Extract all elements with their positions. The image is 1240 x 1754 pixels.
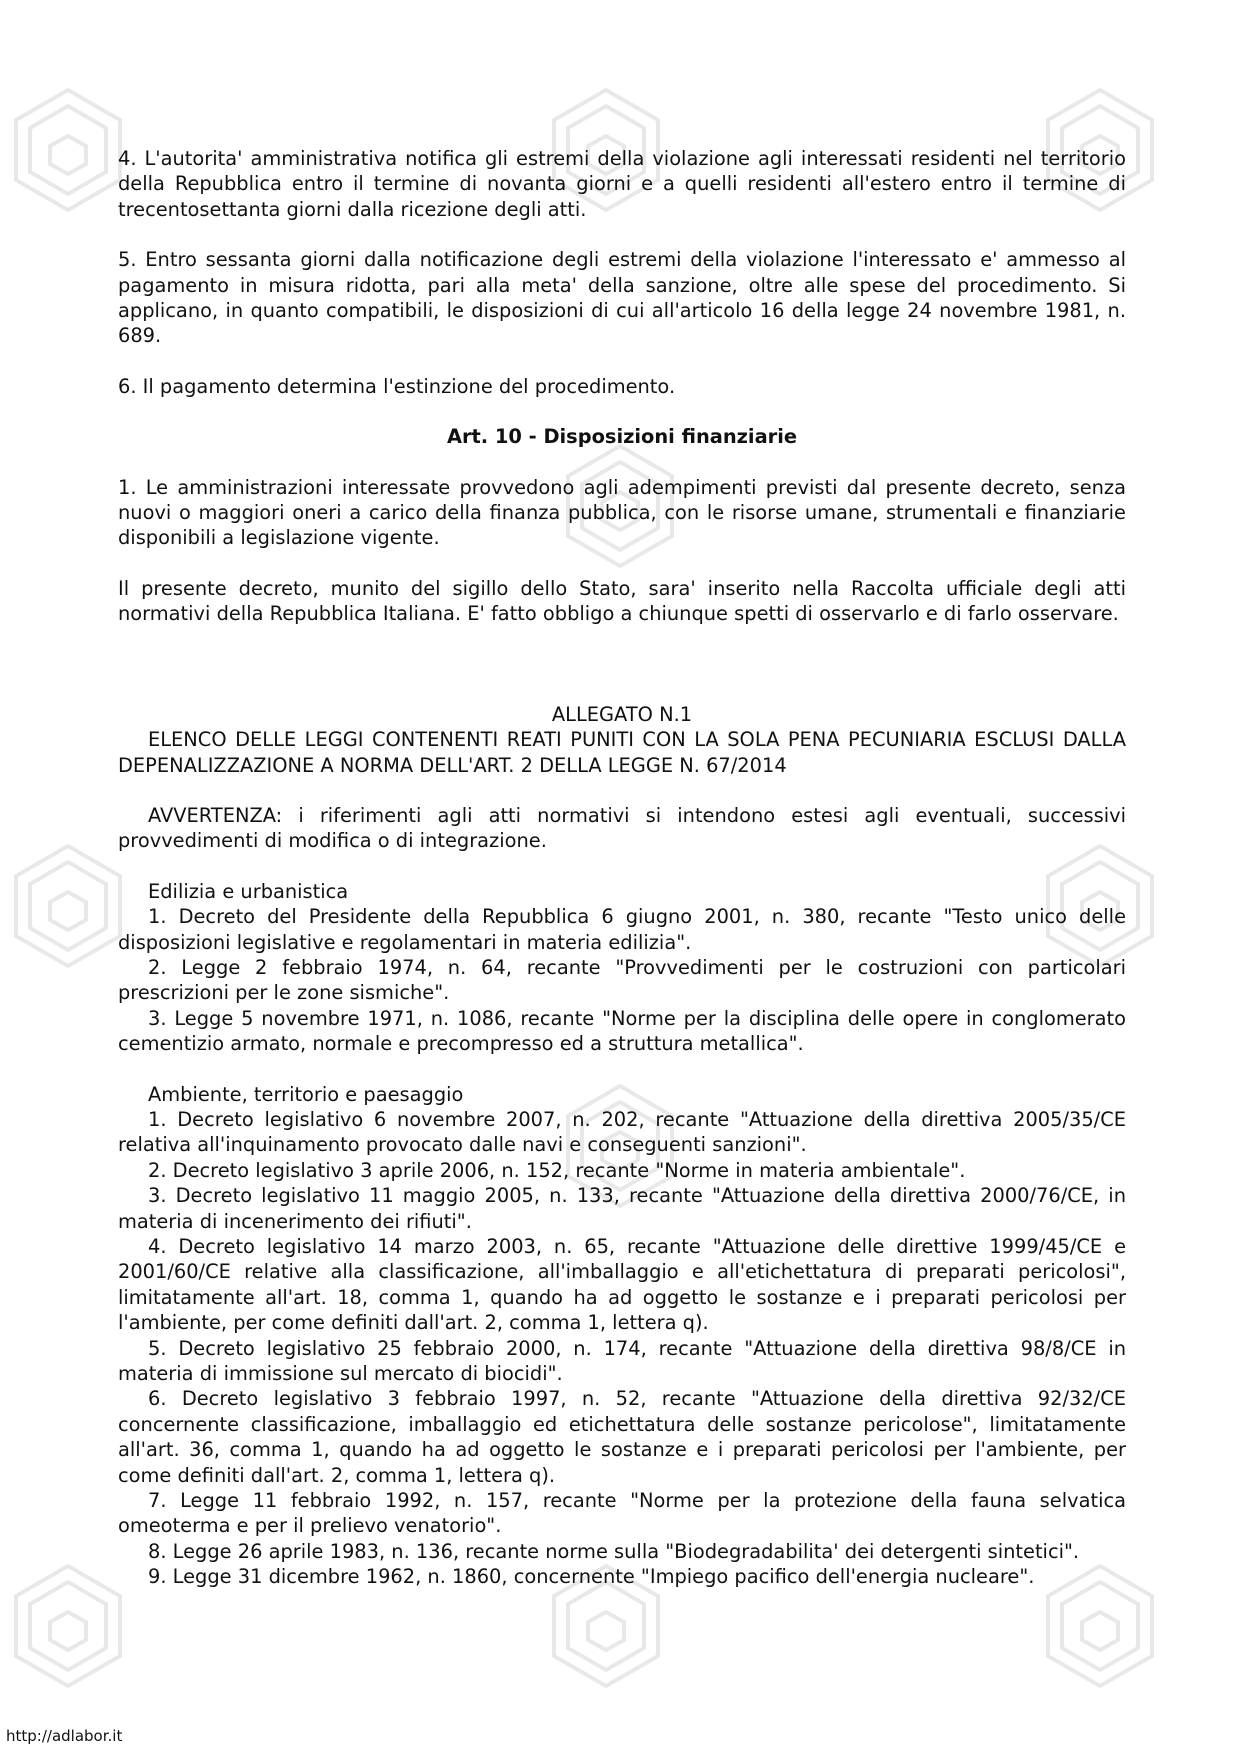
- list-item: 7. Legge 11 febbraio 1992, n. 157, recante "Norme per la protezione della fauna selvatica omeoterma e per il prelievo venatorio".: [118, 1489, 1126, 1538]
- list-item: 1. Decreto del Presidente della Repubblica 6 giugno 2001, n. 380, recante "Testo unico delle disposizioni legislative e regolamentari in materia edilizia".: [118, 905, 1126, 954]
- list-item: 6. Decreto legislativo 3 febbraio 1997, n. 52, recante "Attuazione della direttiva 92/32/CE concernente classificazione, imballaggio ed etichettatura delle sostanze pericolose", limitatamente all'art. 36, comma 1, quando ha ad oggetto le sostanze e i preparati pericolosi per l'ambiente, per come definiti dall'art. 2, comma 1, lettera q).: [118, 1387, 1126, 1487]
- avvertenza-note: AVVERTENZA: i riferimenti agli atti normativi si intendono estesi agli eventuali, successivi provvedimenti di modifica o di integrazione.: [118, 803, 1126, 853]
- document-body: [118, 146, 1126, 1590]
- article-10-heading: Art. 10 - Disposizioni finanziarie: [446, 425, 798, 449]
- adlabor-logo-watermark-icon: [8, 84, 128, 214]
- footer-url: http://adlabor.it: [6, 1727, 123, 1745]
- list-item: 2. Decreto legislativo 3 aprile 2006, n. 152, recante "Norme in materia ambientale".: [148, 1158, 966, 1182]
- article-10-paragraph-1: 1. Le amministrazioni interessate provvedono agli adempimenti previsti dal presente decreto, senza nuovi o maggiori oneri a carico della finanza pubblica, con le risorse umane, strumentali e finanziarie disponibili a legislazione vigente.: [118, 475, 1126, 550]
- paragraph-4: 4. L'autorita' amministrativa notifica gli estremi della violazione agli interessati residenti nel territorio della Repubblica entro il termine di novanta giorni e a quelli residenti all'estero entro il termine di trecentosettanta giorni dalla ricezione degli atti.: [118, 147, 1126, 221]
- section-title: Edilizia e urbanistica: [148, 879, 349, 903]
- list-item: 2. Legge 2 febbraio 1974, n. 64, recante "Provvedimenti per le costruzioni con particolari prescrizioni per le zone sismiche".: [118, 955, 1126, 1005]
- list-item: 8. Legge 26 aprile 1983, n. 136, recante norme sulla "Biodegradabilita' dei detergenti sintetici".: [148, 1539, 1080, 1563]
- adlabor-logo-watermark-icon: [8, 1560, 128, 1690]
- paragraph-5: 5. Entro sessanta giorni dalla notificazione degli estremi della violazione l'interessato e' ammesso al pagamento in misura ridotta, pari alla meta' della sanzione, oltre alle spese del procedimento. Si applicano, in quanto compatibili, le disposizioni di cui all'articolo 16 della legge 24 novembre 1981, n. 689.: [118, 248, 1126, 348]
- list-item: 3. Decreto legislativo 11 maggio 2005, n. 133, recante "Attuazione della direttiva 2000/76/CE, in materia di incenerimento dei rifiuti".: [118, 1184, 1126, 1233]
- adlabor-logo-watermark-icon: [8, 840, 128, 970]
- closing-formula: Il presente decreto, munito del sigillo dello Stato, sara' inserito nella Raccolta ufficiale degli atti normativi della Repubblica Italiana. E' fatto obbligo a chiunque spetti di osservarlo e di farlo osservare.: [118, 576, 1126, 626]
- section-title: Ambiente, territorio e paesaggio: [148, 1082, 464, 1106]
- list-item: 3. Legge 5 novembre 1971, n. 1086, recante "Norme per la disciplina delle opere in conglomerato cementizio armato, normale e precompresso ed a struttura metallica".: [118, 1006, 1126, 1056]
- list-item: 4. Decreto legislativo 14 marzo 2003, n. 65, recante "Attuazione delle direttive 1999/45/CE e 2001/60/CE relative alla classificazione, all'imballaggio e all'etichettatura di preparati pericolosi", limitatamente all'art. 18, comma 1, quando ha ad oggetto le sostanze e i preparati pericolosi per l'ambiente, per come definiti dall'art. 2, comma 1, lettera q).: [118, 1235, 1126, 1335]
- paragraph-6: 6. Il pagamento determina l'estinzione del procedimento.: [118, 374, 676, 398]
- allegato-title: ALLEGATO N.1: [551, 702, 693, 726]
- allegato-subtitle: ELENCO DELLE LEGGI CONTENENTI REATI PUNITI CON LA SOLA PENA PECUNIARIA ESCLUSI DALLA DEPENALIZZAZIONE A NORMA DELL'ART. 2 DELLA LEGGE N. 67/2014: [118, 728, 1126, 777]
- list-item: 1. Decreto legislativo 6 novembre 2007, n. 202, recante "Attuazione della direttiva 2005/35/CE relativa all'inquinamento provocato dalle navi e conseguenti sanzioni".: [118, 1107, 1126, 1157]
- list-item: 5. Decreto legislativo 25 febbraio 2000, n. 174, recante "Attuazione della direttiva 98/8/CE in materia di immissione sul mercato di biocidi".: [118, 1336, 1126, 1386]
- list-item: 9. Legge 31 dicembre 1962, n. 1860, concernente "Impiego pacifico dell'energia nucleare".: [148, 1565, 1035, 1589]
